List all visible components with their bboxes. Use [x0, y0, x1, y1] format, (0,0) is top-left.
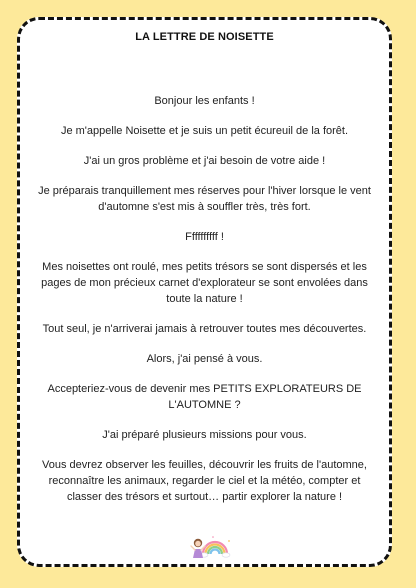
rainbow-girl-logo-icon [189, 534, 233, 560]
letter-paragraph: Je m'appelle Noisette et je suis un petit écureuil de la forêt. [60, 125, 349, 137]
letter-paragraph: Ffffffffff ! [185, 231, 224, 243]
letter-paragraph: J'ai préparé plusieurs missions pour vous. [102, 429, 307, 441]
letter-body [32, 93, 377, 519]
letter-paragraph: Je préparais tranquillement mes réserves pour l'hiver lorsque le vent d'automne s'est mis à souffler très, très fort. [38, 185, 371, 213]
letter-paragraph: Mes noisettes ont roulé, mes petits trésors se sont dispersés et les pages de mon précieux carnet d'explorateur se sont envolées dans toute la nature ! [41, 261, 368, 305]
rainbow-girl-logo-icon [189, 534, 233, 560]
letter-paragraph: Vous devrez observer les feuilles, découvrir les fruits de l'automne, reconnaître les animaux, regarder le ciel et la météo, compter et classer des trésors et surtout… partir explorer la nature ! [42, 459, 367, 503]
letter-paragraph: Alors, j'ai pensé à vous. [146, 353, 263, 365]
letter-title: LA LETTRE DE NOISETTE [135, 31, 274, 43]
letter-paragraph: J'ai un gros problème et j'ai besoin de votre aide ! [83, 155, 326, 167]
letter-paragraph: Tout seul, je n'arriverai jamais à retrouver toutes mes découvertes. [42, 323, 367, 335]
letter-paragraph: Bonjour les enfants ! [154, 95, 255, 107]
letter-paragraph: Accepteriez-vous de devenir mes PETITS EXPLORATEURS DE L'AUTOMNE ? [47, 383, 362, 411]
letter-card [17, 17, 392, 567]
